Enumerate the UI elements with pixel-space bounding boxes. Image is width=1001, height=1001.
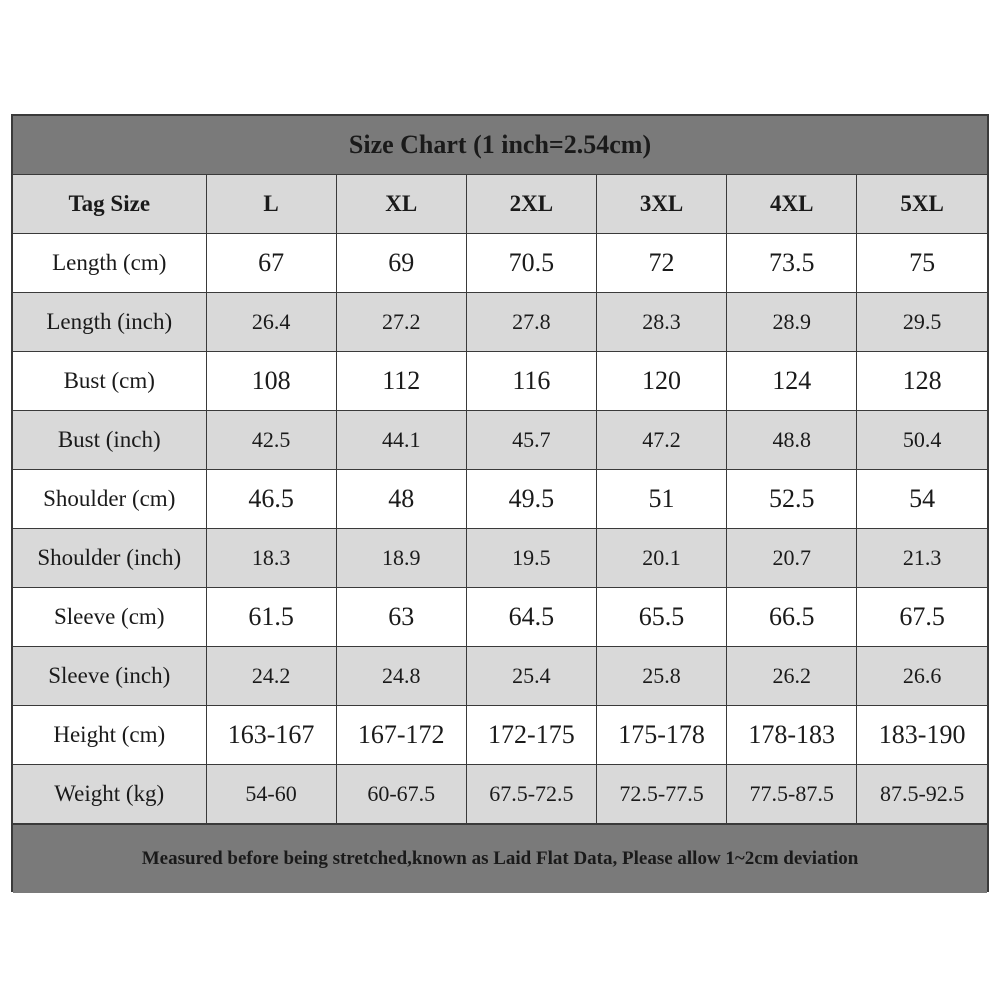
size-chart xyxy=(11,114,989,892)
table-cell: 51 xyxy=(596,470,726,529)
table-cell: 175-178 xyxy=(596,706,726,765)
table-cell: 19.5 xyxy=(466,529,596,588)
table-cell: 24.8 xyxy=(336,647,466,706)
table-cell: 27.8 xyxy=(466,293,596,352)
table-cell: 25.8 xyxy=(596,647,726,706)
row-label: Weight (kg) xyxy=(13,765,206,824)
table-cell: 65.5 xyxy=(596,588,726,647)
table-cell: 67.5-72.5 xyxy=(466,765,596,824)
table-cell: 77.5-87.5 xyxy=(727,765,857,824)
chart-title: Size Chart (1 inch=2.54cm) xyxy=(13,116,987,175)
table-cell: 108 xyxy=(206,352,336,411)
table-row xyxy=(13,647,987,706)
table-cell: 45.7 xyxy=(466,411,596,470)
header-cell: 3XL xyxy=(596,175,726,234)
table-cell: 27.2 xyxy=(336,293,466,352)
table-cell: 67 xyxy=(206,234,336,293)
header-cell: XL xyxy=(336,175,466,234)
table-cell: 124 xyxy=(727,352,857,411)
table-cell: 72 xyxy=(596,234,726,293)
table-cell: 49.5 xyxy=(466,470,596,529)
table-cell: 75 xyxy=(857,234,987,293)
header-row xyxy=(13,175,987,234)
table-cell: 54-60 xyxy=(206,765,336,824)
row-label: Length (cm) xyxy=(13,234,206,293)
row-label: Shoulder (cm) xyxy=(13,470,206,529)
table-cell: 73.5 xyxy=(727,234,857,293)
row-label: Height (cm) xyxy=(13,706,206,765)
table-row xyxy=(13,765,987,824)
footer-note: Measured before being stretched,known as Laid Flat Data, Please allow 1~2cm deviation xyxy=(13,824,987,893)
table-cell: 61.5 xyxy=(206,588,336,647)
table-cell: 67.5 xyxy=(857,588,987,647)
row-label: Bust (cm) xyxy=(13,352,206,411)
table-cell: 29.5 xyxy=(857,293,987,352)
table-cell: 26.4 xyxy=(206,293,336,352)
header-cell: 4XL xyxy=(727,175,857,234)
table-cell: 60-67.5 xyxy=(336,765,466,824)
table-cell: 28.3 xyxy=(596,293,726,352)
table-cell: 64.5 xyxy=(466,588,596,647)
table-cell: 24.2 xyxy=(206,647,336,706)
table-cell: 54 xyxy=(857,470,987,529)
table-cell: 26.2 xyxy=(727,647,857,706)
header-cell: 5XL xyxy=(857,175,987,234)
table-cell: 44.1 xyxy=(336,411,466,470)
table-cell: 48 xyxy=(336,470,466,529)
row-label: Length (inch) xyxy=(13,293,206,352)
table-cell: 28.9 xyxy=(727,293,857,352)
table-row xyxy=(13,706,987,765)
header-cell: L xyxy=(206,175,336,234)
table-cell: 172-175 xyxy=(466,706,596,765)
header-cell: 2XL xyxy=(466,175,596,234)
table-row xyxy=(13,529,987,588)
table-cell: 25.4 xyxy=(466,647,596,706)
table-cell: 21.3 xyxy=(857,529,987,588)
table-row xyxy=(13,588,987,647)
header-cell: Tag Size xyxy=(13,175,206,234)
row-label: Sleeve (cm) xyxy=(13,588,206,647)
table-cell: 66.5 xyxy=(727,588,857,647)
table-cell: 72.5-77.5 xyxy=(596,765,726,824)
table-cell: 167-172 xyxy=(336,706,466,765)
table-cell: 26.6 xyxy=(857,647,987,706)
table-cell: 20.7 xyxy=(727,529,857,588)
table-cell: 128 xyxy=(857,352,987,411)
table-row xyxy=(13,411,987,470)
table-cell: 183-190 xyxy=(857,706,987,765)
table-cell: 52.5 xyxy=(727,470,857,529)
table-row xyxy=(13,293,987,352)
row-label: Shoulder (inch) xyxy=(13,529,206,588)
table-cell: 20.1 xyxy=(596,529,726,588)
table-cell: 48.8 xyxy=(727,411,857,470)
table-cell: 63 xyxy=(336,588,466,647)
table-cell: 87.5-92.5 xyxy=(857,765,987,824)
table-cell: 18.3 xyxy=(206,529,336,588)
table-cell: 50.4 xyxy=(857,411,987,470)
table-cell: 178-183 xyxy=(727,706,857,765)
table-cell: 42.5 xyxy=(206,411,336,470)
row-label: Sleeve (inch) xyxy=(13,647,206,706)
table-row xyxy=(13,234,987,293)
table-cell: 120 xyxy=(596,352,726,411)
table-cell: 69 xyxy=(336,234,466,293)
table-cell: 47.2 xyxy=(596,411,726,470)
size-table xyxy=(13,175,987,824)
table-cell: 116 xyxy=(466,352,596,411)
table-cell: 18.9 xyxy=(336,529,466,588)
table-cell: 163-167 xyxy=(206,706,336,765)
table-cell: 70.5 xyxy=(466,234,596,293)
table-row xyxy=(13,470,987,529)
table-cell: 112 xyxy=(336,352,466,411)
table-cell: 46.5 xyxy=(206,470,336,529)
row-label: Bust (inch) xyxy=(13,411,206,470)
table-row xyxy=(13,352,987,411)
